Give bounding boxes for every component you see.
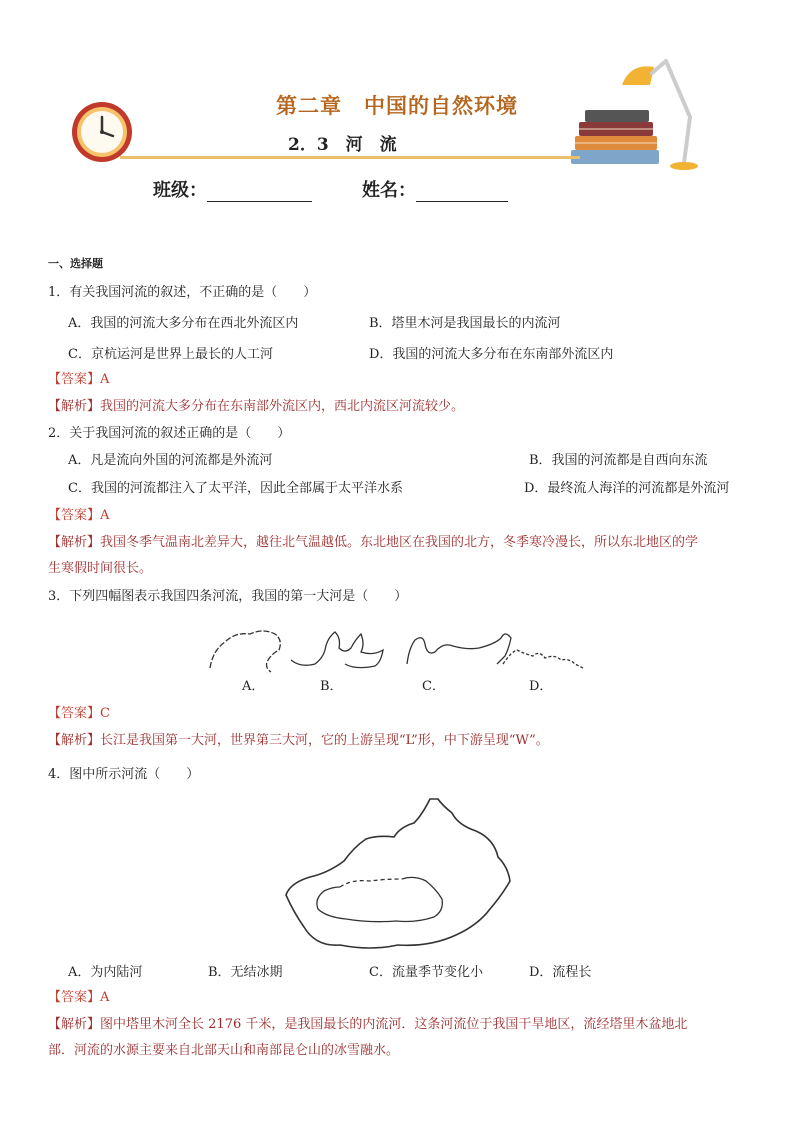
- section-title: 2．3 河 流: [288, 135, 397, 155]
- q2-option-d: D．最终流人海洋的河流都是外流河: [524, 481, 730, 496]
- explanation-text: 图中塔里木河全长 2176 千米，是我国最长的内流河．这条河流位于我国干旱地区，流经塔里木盆地北: [100, 1017, 688, 1032]
- question-1-stem: 1．有关我国河流的叙述，不正确的是（ ）: [48, 285, 317, 300]
- explain-tag: 【解析】: [48, 535, 101, 550]
- class-blank[interactable]: [207, 183, 312, 202]
- answer-value: A: [100, 372, 110, 387]
- explanation-text: 我国的河流大多分布在东南部外流区内，西北内流区河流较少。: [100, 399, 465, 414]
- answer-value: A: [100, 508, 110, 523]
- q4-option-d: D．流程长: [529, 965, 592, 980]
- explanation-line-1: [48, 530, 753, 556]
- question-2-stem: 2．关于我国河流的叙述正确的是（ ）: [48, 426, 291, 441]
- name-field: [362, 176, 508, 202]
- answer-tag: 【答案】: [48, 706, 101, 721]
- answer-tag: 【答案】: [48, 508, 101, 523]
- xinjiang-river-map-figure: [280, 795, 520, 957]
- name-label: 姓名：: [362, 180, 416, 201]
- q3-option-a: A．: [242, 679, 265, 694]
- q1-option-b: B．塔里木河是我国最长的内流河: [369, 316, 561, 331]
- q3-option-d: D．: [529, 679, 553, 694]
- river-outline-options-figure: [205, 620, 585, 680]
- name-blank[interactable]: [416, 183, 508, 202]
- answer-value: C: [100, 706, 110, 721]
- explanation-line-1: [48, 1012, 753, 1038]
- question-4-stem: 4．图中所示河流（ ）: [48, 767, 200, 782]
- q3-answer: [48, 705, 110, 723]
- class-field: [153, 176, 312, 202]
- q2-option-c: C．我国的河流都注入了太平洋，因此全部属于太平洋水系: [68, 481, 403, 496]
- explain-tag: 【解析】: [48, 399, 101, 414]
- q1-option-d: D．我国的河流大多分布在东南部外流区内: [369, 347, 614, 362]
- explain-tag: 【解析】: [48, 1017, 101, 1032]
- q4-option-a: A．为内陆河: [68, 965, 143, 980]
- explanation-text: 长江是我国第一大河，世界第三大河，它的上游呈现“L”形，中下游呈现“W”。: [100, 733, 549, 748]
- chapter-title: 第二章 中国的自然环境: [276, 93, 518, 118]
- q2-answer: [48, 507, 109, 525]
- q2-option-b: B．我国的河流都是自西向东流: [529, 453, 708, 468]
- answer-tag: 【答案】: [48, 990, 101, 1005]
- q3-option-c: C．: [422, 679, 445, 694]
- q4-answer: [48, 989, 109, 1007]
- answer-value: A: [100, 990, 110, 1005]
- explanation-line-2: 生寒假时间很长。: [48, 561, 153, 576]
- answer-tag: 【答案】: [48, 372, 101, 387]
- q3-explanation: [48, 728, 549, 754]
- q2-explanation: [48, 530, 753, 582]
- explanation-line-2: 部．河流的水源主要来自北部天山和南部昆仑山的冰雪融水。: [48, 1043, 400, 1058]
- q1-answer: [48, 371, 109, 389]
- question-3-stem: 3．下列四幅图表示我国四条河流，我国的第一大河是（ ）: [48, 589, 408, 604]
- header-divider: [120, 156, 580, 159]
- class-label: 班级：: [153, 180, 207, 201]
- q2-option-a: A．凡是流向外国的河流都是外流河: [68, 453, 273, 468]
- explanation-text: 我国冬季气温南北差异大，越往北气温越低。东北地区在我国的北方，冬季寒冷漫长，所以东北地区的学: [100, 535, 699, 550]
- q1-option-c: C．京杭运河是世界上最长的人工河: [68, 347, 273, 362]
- q3-option-b: B．: [320, 679, 343, 694]
- q4-option-c: C．流量季节变化小: [369, 965, 483, 980]
- explain-tag: 【解析】: [48, 733, 101, 748]
- q4-option-b: B．无结冰期: [208, 965, 283, 980]
- section-heading: 一、选择题: [48, 257, 103, 270]
- q1-explanation: [48, 394, 464, 420]
- q1-option-a: A．我国的河流大多分布在西北外流区内: [68, 316, 299, 331]
- q4-explanation: [48, 1012, 753, 1064]
